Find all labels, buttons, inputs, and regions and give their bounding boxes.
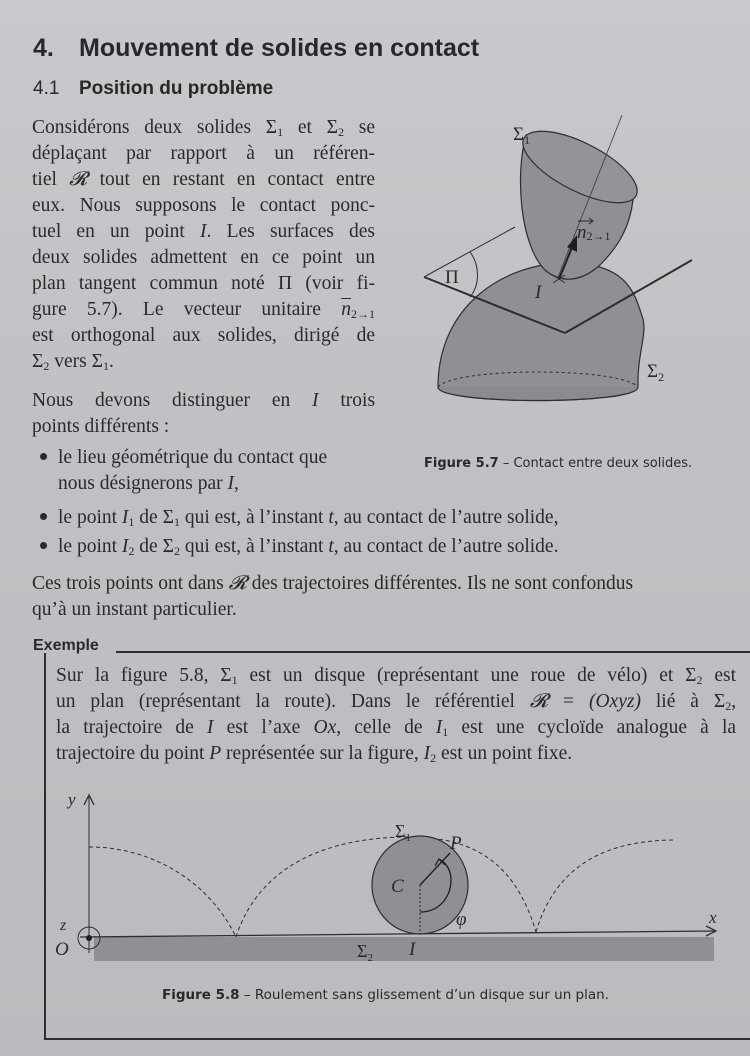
text: . Les surfaces des xyxy=(206,221,376,242)
example-text xyxy=(56,663,736,767)
point-symbol: I xyxy=(121,536,129,557)
vector-symbol: $\overline{n}$ xyxy=(341,299,351,320)
text: de xyxy=(139,507,158,528)
point-symbol: I xyxy=(206,717,214,738)
text: , xyxy=(234,473,239,494)
plane-edge xyxy=(424,227,515,277)
text: le point xyxy=(58,507,118,528)
subsection-heading xyxy=(33,78,273,100)
text: trajectoire du point xyxy=(56,743,205,764)
referential-symbol: 𝓡 xyxy=(529,691,549,712)
text: est un disque (représentant une roue de vélo) et xyxy=(249,665,674,686)
cycloid-arc xyxy=(536,840,676,932)
text: est l’axe xyxy=(226,717,301,738)
subscript: 1 xyxy=(128,515,135,529)
text: qui est, à l’instant xyxy=(184,507,324,528)
z-axis-label: z xyxy=(60,917,67,934)
phi-angle-label: φ xyxy=(456,909,467,930)
center-label: C xyxy=(391,876,404,897)
sigma1-label: $\Sigma_1$ xyxy=(395,821,411,844)
origin-label: O xyxy=(55,939,69,960)
text: est xyxy=(714,665,736,686)
text-line xyxy=(56,715,736,741)
subscript: 1 xyxy=(102,359,109,373)
contact-point-label: I xyxy=(535,282,542,303)
subsection-title: Position du problème xyxy=(79,78,274,99)
point-symbol: I xyxy=(200,221,207,242)
point-symbol: I xyxy=(435,717,443,738)
subscript: 2 xyxy=(43,359,50,373)
text: tiel xyxy=(32,169,57,190)
vector-label: n2→1 xyxy=(577,222,611,243)
subscript: 2 xyxy=(338,125,345,139)
text: , celle de xyxy=(336,717,423,738)
text: se xyxy=(358,117,376,138)
figure-5-8-caption xyxy=(162,987,609,1003)
text-line xyxy=(32,571,633,597)
intro-paragraph xyxy=(32,115,375,375)
frame-symbol: (Oxyz) xyxy=(588,691,641,712)
sigma-symbol: Σ xyxy=(685,665,697,686)
sigma-symbol: Σ xyxy=(220,665,232,686)
text: et xyxy=(297,117,312,138)
text-line: qu’à un instant particulier. xyxy=(32,599,237,620)
text: représentée sur la figure, xyxy=(226,743,419,764)
text: = xyxy=(563,691,575,712)
text-line xyxy=(56,689,736,715)
y-axis-label: y xyxy=(68,790,76,809)
point-symbol: I xyxy=(423,743,431,764)
text-line xyxy=(32,219,375,245)
list-item xyxy=(40,445,327,497)
bullet-icon xyxy=(40,513,47,520)
sigma-symbol: Σ xyxy=(32,351,44,372)
sigma-symbol: Σ xyxy=(326,117,339,138)
text-line: est orthogonal aux solides, dirigé de xyxy=(32,325,375,346)
x-axis xyxy=(80,931,714,937)
subscript: 2 xyxy=(430,751,437,765)
text: tout en restant en contact entre xyxy=(99,169,376,190)
text-line xyxy=(32,388,375,414)
text: de xyxy=(139,536,158,557)
text: des trajectoires différentes. Ils ne sont confondus xyxy=(251,573,634,594)
second-paragraph xyxy=(32,388,375,440)
subscript: 2 xyxy=(128,544,135,558)
subsection-number: 4.1 xyxy=(33,78,60,99)
text: Considérons deux solides xyxy=(32,117,252,138)
text: est un point fixe. xyxy=(441,743,573,764)
text: un plan (représentant la route). Dans le référentiel xyxy=(56,691,515,712)
section-title: Mouvement de solides en contact xyxy=(79,34,480,62)
subscript: 2→1 xyxy=(351,307,375,321)
point-symbol: I xyxy=(121,507,129,528)
referential-symbol: 𝓡 xyxy=(69,169,88,190)
text-line: eux. Nous supposons le contact ponc- xyxy=(32,195,375,216)
figure-5-8-diagram xyxy=(46,785,736,980)
plane-angle-arc xyxy=(470,252,478,297)
figure-5-7-diagram xyxy=(395,105,750,445)
text: tuel en un point xyxy=(32,221,185,242)
sigma2-base xyxy=(438,387,638,401)
text-line: points différents : xyxy=(32,416,170,437)
text: le lieu géométrique du contact que xyxy=(58,447,328,468)
x-axis-label: x xyxy=(709,908,717,927)
sigma2-label: $\Sigma_2$ xyxy=(357,941,373,964)
text: , xyxy=(731,691,737,712)
point-p-label: P xyxy=(450,833,462,854)
text: trois xyxy=(340,390,376,411)
text-line: deux solides admettent en ce point un xyxy=(32,247,375,268)
text: nous désignerons par xyxy=(58,473,223,494)
point-symbol: P xyxy=(209,743,222,764)
text: le point xyxy=(58,536,118,557)
caption-label: Figure 5.7 xyxy=(424,456,499,471)
sigma-symbol: Σ xyxy=(162,536,174,557)
z-axis-dot xyxy=(86,935,92,941)
subscript: 1 xyxy=(277,125,284,139)
subscript: 2 xyxy=(725,699,732,713)
time-symbol: t xyxy=(328,536,334,557)
cycloid-arc xyxy=(89,847,236,937)
sigma2-label: $\Sigma_2$ xyxy=(647,361,665,384)
text-line xyxy=(32,167,375,193)
caption-text: – Roulement sans glissement d’un disque sur un plan. xyxy=(239,987,609,1003)
bullet-icon xyxy=(40,453,47,460)
contact-point-label: I xyxy=(409,939,416,960)
text-line xyxy=(56,741,736,767)
text: lié à xyxy=(655,691,699,712)
text-line xyxy=(32,349,375,375)
text: Nous devons distinguer en xyxy=(32,390,291,411)
conclusion-paragraph xyxy=(32,571,633,623)
text: Ces trois points ont dans xyxy=(32,573,224,594)
subscript: 1 xyxy=(173,515,180,529)
sigma2-plane xyxy=(94,937,714,961)
list-item xyxy=(40,505,558,531)
caption-text: – Contact entre deux solides. xyxy=(498,456,693,471)
figure-5-7-caption xyxy=(424,456,692,471)
text-line xyxy=(32,115,375,141)
text: Sur la figure 5.8, xyxy=(56,665,209,686)
bullet-icon xyxy=(40,542,47,549)
subscript: 2 xyxy=(173,544,180,558)
axis-symbol: Ox xyxy=(313,717,337,738)
text-line xyxy=(40,471,327,497)
plane-pi-label: Π xyxy=(445,267,459,288)
point-symbol: I xyxy=(227,473,235,494)
point-symbol: I xyxy=(312,390,319,411)
sigma-symbol: Σ xyxy=(713,691,726,712)
text: la trajectoire de xyxy=(56,717,194,738)
sigma-symbol: Σ xyxy=(162,507,174,528)
text: gure 5.7). Le vecteur unitaire xyxy=(32,299,321,320)
text: , au contact de l’autre solide, xyxy=(333,507,559,528)
list-item xyxy=(40,534,558,560)
sigma1-label: $\Sigma_1$ xyxy=(513,124,531,147)
time-symbol: t xyxy=(328,507,334,528)
section-number: 4. xyxy=(33,34,54,62)
caption-label: Figure 5.8 xyxy=(162,987,240,1003)
text: est une cycloïde analogue à la xyxy=(461,717,737,738)
section-heading xyxy=(33,34,479,63)
example-label: Exemple xyxy=(33,637,99,654)
subscript: 1 xyxy=(231,673,238,687)
text: qui est, à l’instant xyxy=(184,536,324,557)
text: , au contact de l’autre solide. xyxy=(333,536,559,557)
subscript: 1 xyxy=(442,725,449,739)
text: . xyxy=(108,351,114,372)
text-line: déplaçant par rapport à un référen- xyxy=(32,143,375,164)
text-line xyxy=(32,297,375,323)
text-line: plan tangent commun noté Π (voir fi- xyxy=(32,273,375,294)
text: vers xyxy=(54,351,87,372)
referential-symbol: 𝓡 xyxy=(228,573,247,594)
sigma-symbol: Σ xyxy=(91,351,103,372)
text-line xyxy=(56,663,736,689)
subscript: 2 xyxy=(696,673,703,687)
sigma-symbol: Σ xyxy=(265,117,278,138)
